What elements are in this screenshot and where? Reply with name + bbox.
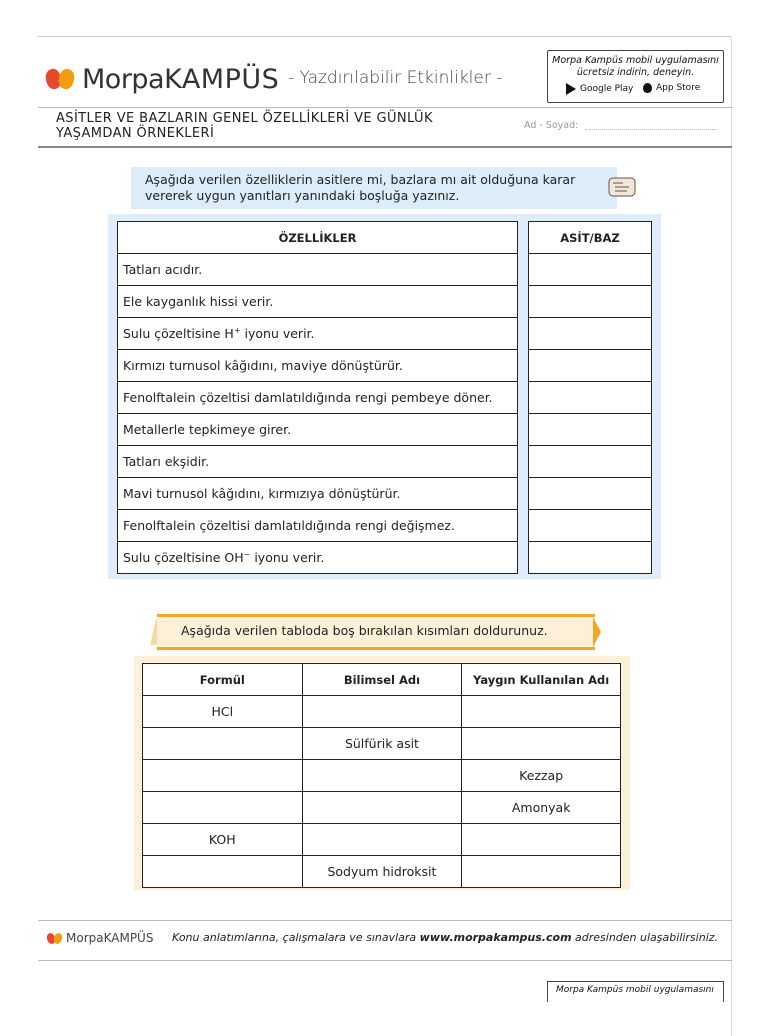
properties-header: ÖZELLİKLER: [118, 222, 518, 254]
butterfly-logo-icon: [47, 932, 63, 945]
apple-icon: [643, 83, 652, 93]
compound-cell[interactable]: [302, 760, 462, 792]
property-row: [118, 318, 518, 350]
compound-cell[interactable]: [462, 696, 621, 728]
google-play-link[interactable]: Google Play: [566, 83, 633, 95]
compounds-header-0: Formül: [143, 664, 303, 696]
footer-text: Konu anlatımlarına, çalışmalara ve sınavlara www.morpakampus.com adresinden ulaşabilirsiniz.: [172, 931, 719, 944]
answer-cell[interactable]: [529, 414, 652, 446]
compounds-header-2: Yaygın Kullanılan Adı: [462, 664, 621, 696]
answer-cell[interactable]: [529, 478, 652, 510]
property-row: [118, 542, 518, 574]
compound-cell: Sülfürik asit: [302, 728, 462, 760]
answer-table: [528, 221, 652, 574]
property-row: [118, 414, 518, 446]
property-text: Fenolftalein çözeltisi damlatıldığında rengi pembeye döner.: [118, 382, 518, 414]
pointing-hand-icon: [607, 174, 637, 200]
app-store-link[interactable]: App Store: [643, 83, 700, 93]
compound-cell[interactable]: [302, 824, 462, 856]
compound-cell[interactable]: [462, 824, 621, 856]
name-field-label: Ad - Soyad:: [524, 120, 579, 131]
compound-row: [143, 728, 621, 760]
property-row: [118, 478, 518, 510]
instruction-box-1: [131, 167, 617, 209]
morpakampus-logo: [46, 64, 279, 95]
footer-divider-bottom: [38, 960, 732, 961]
instruction-text-2: Aşağıda verilen tabloda boş bırakılan kısımları doldurunuz.: [181, 623, 548, 638]
answer-header: ASİT/BAZ: [529, 222, 652, 254]
next-page-promo-text: Morpa Kampüs mobil uygulamasını: [556, 985, 714, 995]
compound-cell[interactable]: [302, 696, 462, 728]
next-page-promo-box: [547, 981, 724, 1002]
butterfly-logo-icon: [46, 67, 76, 93]
compound-cell[interactable]: [462, 856, 621, 888]
compound-cell[interactable]: [143, 856, 303, 888]
website-link[interactable]: www.morpakampus.com: [419, 931, 572, 944]
compound-cell[interactable]: [143, 792, 303, 824]
compound-cell[interactable]: [143, 728, 303, 760]
compound-cell[interactable]: [462, 728, 621, 760]
property-row: [118, 382, 518, 414]
answer-cell[interactable]: [529, 286, 652, 318]
property-text: Tatları ekşidir.: [118, 446, 518, 478]
compounds-header-1: Bilimsel Adı: [302, 664, 462, 696]
answer-cell[interactable]: [529, 350, 652, 382]
property-text: Mavi turnusol kâğıdını, kırmızıya dönüştürür.: [118, 478, 518, 510]
app-promo-box: [547, 50, 724, 103]
compound-row: [143, 760, 621, 792]
ribbon-tip-icon: [593, 617, 601, 647]
compound-cell[interactable]: [143, 760, 303, 792]
footer-divider-top: [38, 920, 732, 921]
title-divider: [38, 146, 732, 148]
property-text: Kırmızı turnusol kâğıdını, maviye dönüştürür.: [118, 350, 518, 382]
instruction-banner-2: [157, 614, 595, 650]
property-text: Fenolftalein çözeltisi damlatıldığında rengi değişmez.: [118, 510, 518, 542]
compound-row: [143, 792, 621, 824]
answer-cell[interactable]: [529, 542, 652, 574]
instruction-text-1: Aşağıda verilen özelliklerin asitlere mi, bazlara mı ait olduğuna karar vererek uygun yanıtları yanındaki boşluğa yazınız.: [145, 172, 576, 203]
properties-table: [117, 221, 518, 574]
logo-wordmark: MorpaKAMPÜS: [82, 64, 280, 95]
header-divider: [38, 107, 732, 108]
worksheet-title: ASİTLER VE BAZLARIN GENEL ÖZELLİKLERİ VE GÜNLÜK YAŞAMDAN ÖRNEKLERİ: [56, 111, 433, 141]
answer-cell[interactable]: [529, 510, 652, 542]
compound-cell: Kezzap: [462, 760, 621, 792]
answer-cell[interactable]: [529, 254, 652, 286]
property-row: [118, 286, 518, 318]
google-play-icon: [566, 83, 576, 95]
compound-row: [143, 824, 621, 856]
answer-cell[interactable]: [529, 382, 652, 414]
property-row: [118, 254, 518, 286]
property-text: Ele kayganlık hissi verir.: [118, 286, 518, 318]
compound-cell: Amonyak: [462, 792, 621, 824]
top-border: [38, 36, 732, 37]
compound-cell: Sodyum hidroksit: [302, 856, 462, 888]
property-text: Tatları acıdır.: [118, 254, 518, 286]
compound-row: [143, 696, 621, 728]
property-text: Sulu çözeltisine H+ iyonu verir.: [118, 318, 518, 350]
compound-row: [143, 856, 621, 888]
tagline: - Yazdırılabilir Etkinlikler -: [288, 68, 503, 88]
property-text: Sulu çözeltisine OH− iyonu verir.: [118, 542, 518, 574]
app-promo-line1: Morpa Kampüs mobil uygulamasını: [552, 55, 719, 66]
property-row: [118, 350, 518, 382]
property-row: [118, 510, 518, 542]
answer-cell[interactable]: [529, 446, 652, 478]
compound-cell: HCl: [143, 696, 303, 728]
compound-cell: KOH: [143, 824, 303, 856]
right-border: [731, 36, 732, 1036]
name-field[interactable]: [585, 129, 717, 130]
app-promo-line2: ücretsiz indirin, deneyin.: [576, 67, 695, 78]
property-row: [118, 446, 518, 478]
footer-logo: MorpaKAMPÜS: [47, 931, 153, 945]
answer-cell[interactable]: [529, 318, 652, 350]
compounds-table: [142, 663, 621, 888]
compound-cell[interactable]: [302, 792, 462, 824]
property-text: Metallerle tepkimeye girer.: [118, 414, 518, 446]
